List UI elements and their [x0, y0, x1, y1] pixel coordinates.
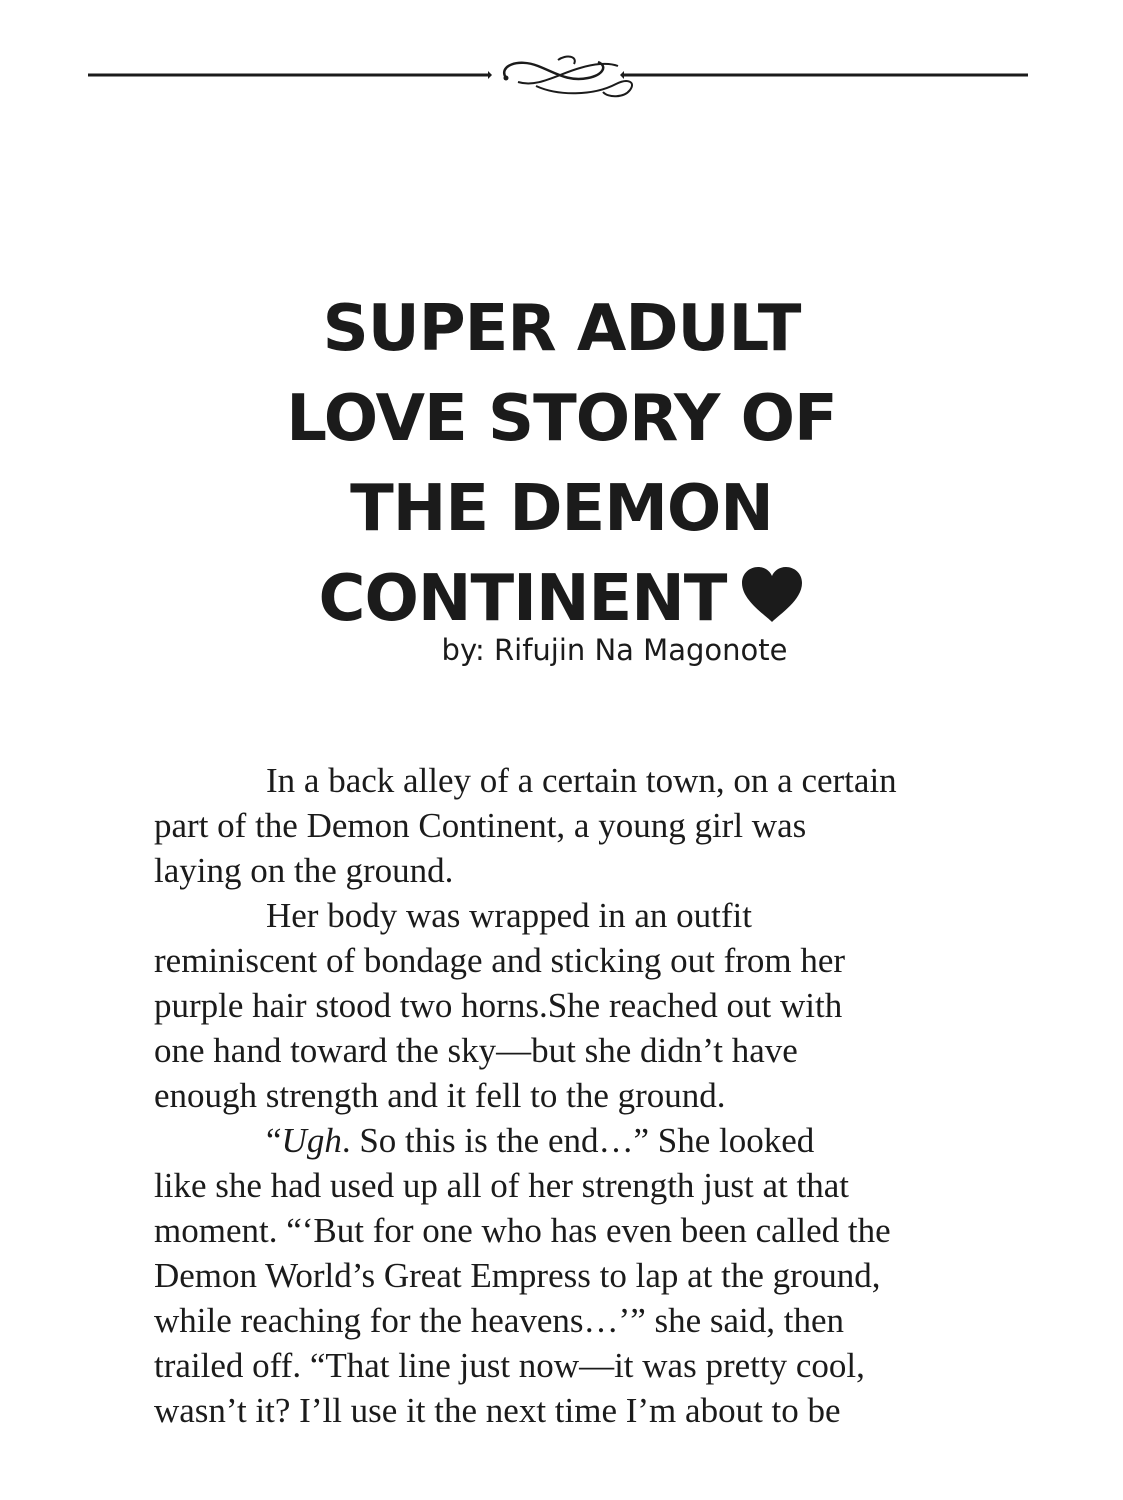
- paragraph-line: moment. “‘But for one who has even been called the: [154, 1211, 891, 1250]
- paragraph-2: [154, 893, 954, 1118]
- paragraph-line: [154, 1118, 954, 1163]
- paragraph-line: part of the Demon Continent, a young girl was: [154, 806, 807, 845]
- paragraph-line: reminiscent of bondage and sticking out from her: [154, 941, 846, 980]
- open-quote: “: [266, 1121, 282, 1160]
- heart-icon: [740, 566, 804, 624]
- paragraph-line: purple hair stood two horns.She reached out with: [154, 986, 843, 1025]
- paragraph-3: [154, 1118, 954, 1433]
- title-line-1: SUPER ADULT: [322, 292, 801, 366]
- paragraph-line: like she had used up all of her strength just at that: [154, 1166, 849, 1205]
- paragraph-line: In a back alley of a certain town, on a certain: [266, 761, 897, 800]
- title-line-4-text: CONTINENT: [318, 562, 727, 636]
- paragraph-line: trailed off. “That line just now—it was pretty cool,: [154, 1346, 865, 1385]
- italic-word: Ugh: [281, 1121, 342, 1160]
- title-line-3: THE DEMON: [350, 472, 773, 546]
- paragraph-line: Her body was wrapped in an outfit: [266, 896, 752, 935]
- paragraph-line: enough strength and it fell to the ground.: [154, 1076, 726, 1115]
- title-line-2: LOVE STORY OF: [286, 382, 837, 456]
- author-byline: by: Rifujin Na Magonote: [441, 633, 788, 667]
- flourish-divider-icon: [88, 48, 1028, 108]
- story-body: [154, 758, 954, 1433]
- first-line-rest: . So this is the end…” She looked: [341, 1121, 815, 1160]
- paragraph-line: laying on the ground.: [154, 851, 454, 890]
- paragraph-line: while reaching for the heavens…’” she said, then: [154, 1301, 845, 1340]
- paragraph-line: wasn’t it? I’ll use it the next time I’m about to be: [154, 1391, 841, 1430]
- paragraph-line: Demon World’s Great Empress to lap at the ground,: [154, 1256, 881, 1295]
- paragraph-line: one hand toward the sky—but she didn’t have: [154, 1031, 798, 1070]
- paragraph-1: [154, 758, 954, 893]
- story-title: [0, 284, 1123, 644]
